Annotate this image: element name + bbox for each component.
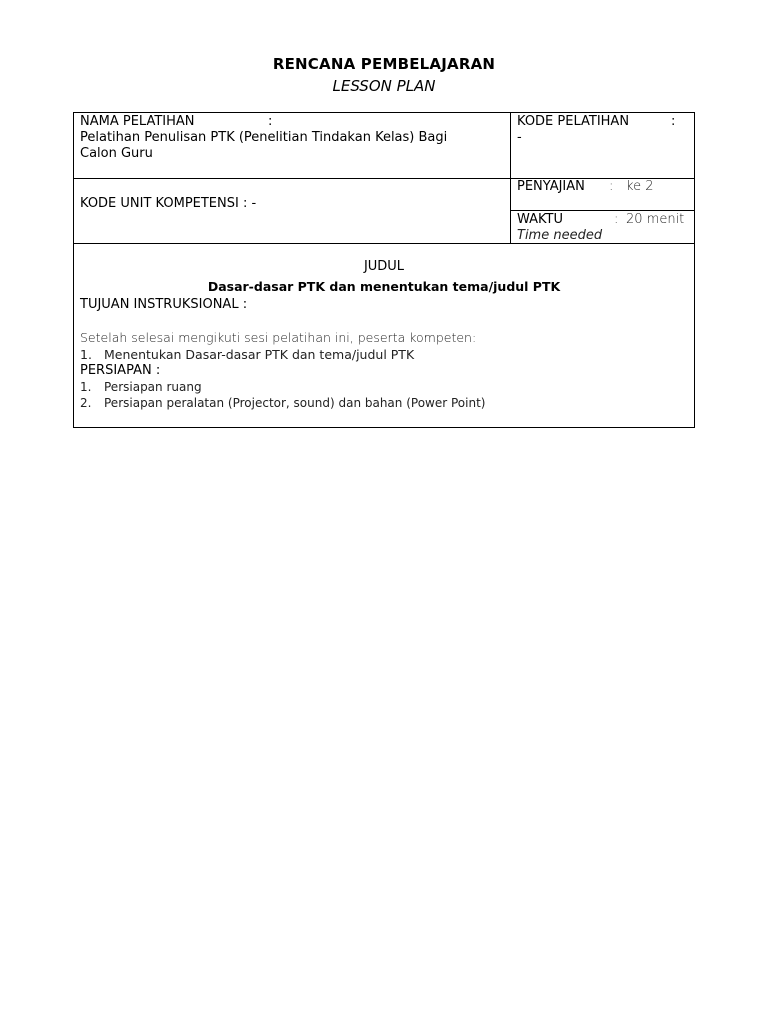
list-item-text: Menentukan Dasar-dasar PTK dan tema/judul PTK bbox=[104, 347, 415, 362]
list-item-text: Persiapan ruang bbox=[104, 380, 202, 394]
list-item-text: Persiapan peralatan (Projector, sound) dan bahan (Power Point) bbox=[104, 396, 486, 410]
persiapan-label: PERSIAPAN : bbox=[80, 363, 161, 378]
row-divider-1 bbox=[74, 178, 694, 179]
tujuan-instruksional-label: TUJUAN INSTRUKSIONAL : bbox=[80, 297, 248, 312]
row-divider-penyajian bbox=[510, 210, 694, 211]
list-item-number: 2. bbox=[80, 396, 92, 410]
column-divider bbox=[510, 113, 511, 243]
list-item bbox=[80, 347, 414, 363]
nama-pelatihan-value-line1: Pelatihan Penulisan PTK (Penelitian Tindakan Kelas) Bagi bbox=[80, 130, 448, 145]
kode-pelatihan-value: - bbox=[517, 130, 522, 145]
nama-pelatihan-value-line2: Calon Guru bbox=[80, 146, 153, 161]
penyajian-label: PENYAJIAN bbox=[517, 179, 585, 194]
lesson-plan-table bbox=[73, 112, 695, 428]
waktu-colon: : bbox=[614, 212, 619, 227]
persiapan-list bbox=[80, 379, 485, 411]
document-subtitle: LESSON PLAN bbox=[332, 77, 436, 95]
list-item-number: 1. bbox=[80, 347, 92, 362]
nama-pelatihan-label: NAMA PELATIHAN bbox=[80, 114, 195, 129]
penyajian-value: ke 2 bbox=[626, 179, 654, 194]
list-item bbox=[80, 379, 485, 395]
kode-unit-kompetensi: KODE UNIT KOMPETENSI : - bbox=[80, 196, 257, 211]
document-title: RENCANA PEMBELAJARAN bbox=[272, 55, 496, 73]
judul-label: JUDUL bbox=[363, 259, 405, 274]
waktu-value: 20 menit bbox=[626, 212, 685, 227]
waktu-label: WAKTU bbox=[517, 212, 564, 227]
kode-pelatihan-colon: : bbox=[671, 114, 676, 129]
penyajian-colon: : bbox=[609, 179, 614, 194]
nama-pelatihan-colon: : bbox=[268, 114, 273, 129]
waktu-sublabel: Time needed bbox=[517, 228, 603, 243]
list-item bbox=[80, 395, 485, 411]
list-item-number: 1. bbox=[80, 380, 92, 394]
tujuan-list bbox=[80, 347, 414, 363]
kode-pelatihan-label: KODE PELATIHAN bbox=[517, 114, 630, 129]
judul-value: Dasar-dasar PTK dan menentukan tema/judul PTK bbox=[207, 279, 561, 294]
tujuan-intro: Setelah selesai mengikuti sesi pelatihan ini, peserta kompeten: bbox=[80, 330, 477, 345]
